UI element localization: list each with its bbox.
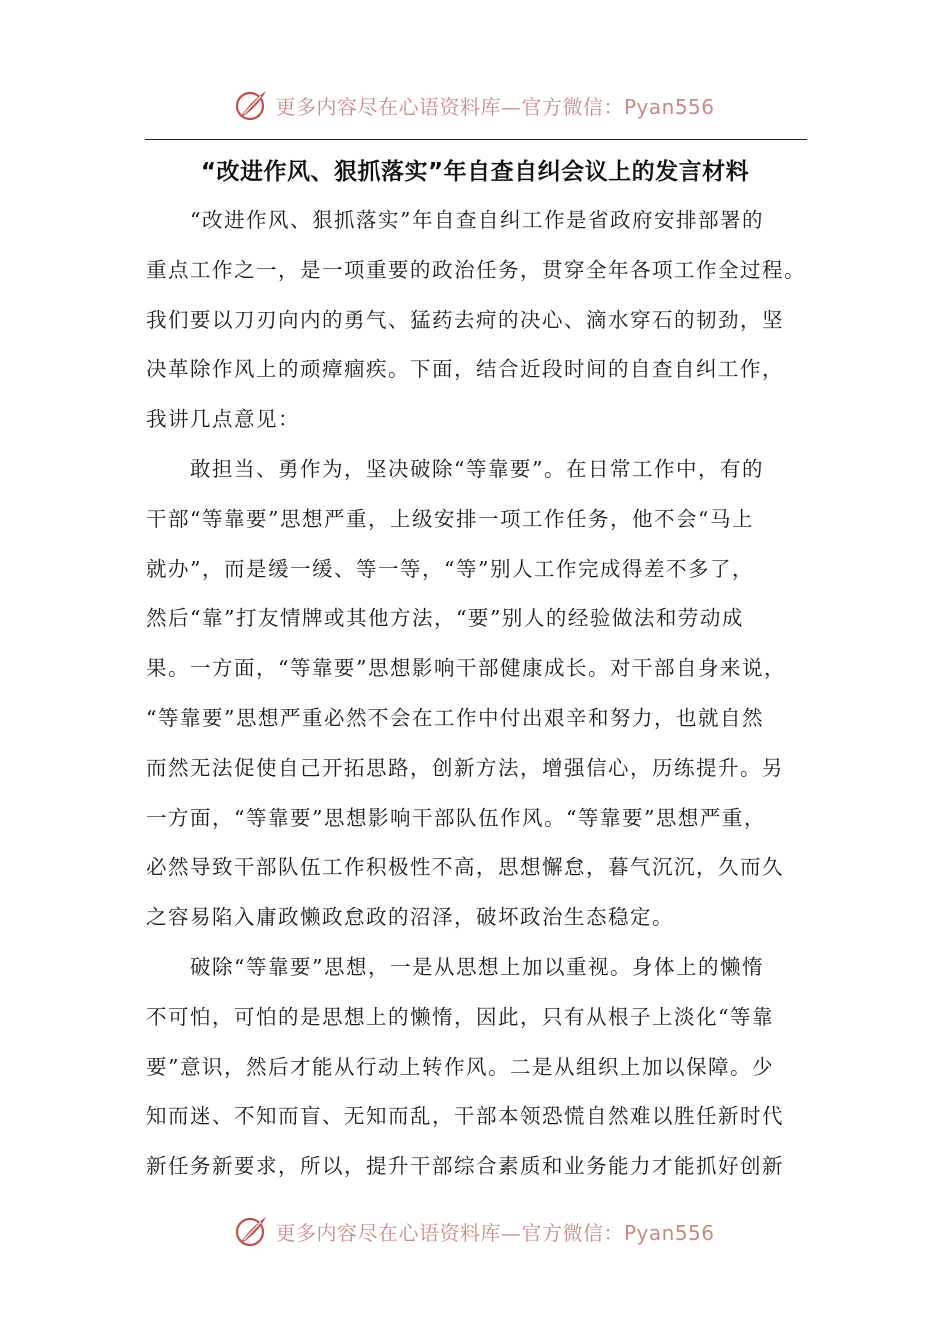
footer-banner	[0, 1206, 950, 1256]
banner-text	[275, 91, 714, 120]
banner-main-text: 更多内容尽在心语资料库	[275, 1220, 501, 1245]
paragraph-2-line-2: 干部“等靠要”思想严重，上级安排一项工作任务，他不会“马上	[146, 506, 754, 531]
paragraph-1-line-3: 我们要以刀刃向内的勇气、猛药去疴的决心、滴水穿石的韧劲，坚	[146, 307, 784, 332]
feather-pen-icon	[235, 1214, 269, 1248]
paragraph-2-line-9: 必然导致干部队伍工作积极性不高，思想懈怠，暮气沉沉，久而久	[146, 855, 784, 880]
banner-dash: —	[500, 1220, 522, 1245]
document-title: “改进作风、狠抓落实”年自查自纠会议上的发言材料	[200, 159, 750, 185]
banner-contact-id: Pyan556	[623, 1220, 715, 1245]
header-divider	[145, 139, 807, 140]
paragraph-3-line-5: 新任务新要求，所以，提升干部综合素质和业务能力才能抓好创新	[146, 1154, 784, 1179]
paragraph-3-line-3: 要”意识，然后才能从行动上转作风。二是从组织上加以保障。少	[146, 1054, 774, 1079]
banner-contact-id: Pyan556	[623, 94, 715, 119]
paragraph-2-line-5: 果。一方面，“等靠要”思想影响干部健康成长。对干部自身来说，	[146, 656, 786, 681]
paragraph-2-line-1: 敢担当、勇作为，坚决破除“等靠要”。在日常工作中，有的	[190, 456, 764, 481]
paragraph-3-line-1: 破除“等靠要”思想，一是从思想上加以重视。身体上的懒惰	[190, 954, 764, 979]
document-body	[146, 196, 806, 1192]
paragraph-2-line-4: 然后“靠”打友情牌或其他方法，“要”别人的经验做法和劳动成	[146, 606, 744, 631]
paragraph-1-line-5: 我讲几点意见：	[146, 407, 300, 432]
paragraph-1-line-2: 重点工作之一，是一项重要的政治任务，贯穿全年各项工作全过程。	[146, 257, 806, 282]
banner-text	[275, 1217, 714, 1246]
header-banner	[0, 80, 950, 130]
paragraph-2-line-10: 之容易陷入庸政懒政怠政的沼泽，破坏政治生态稳定。	[146, 905, 674, 930]
paragraph-3-line-2: 不可怕，可怕的是思想上的懒惰，因此，只有从根子上淡化“等靠	[146, 1004, 774, 1029]
banner-dash: —	[500, 94, 522, 119]
paragraph-3-line-4: 知而迷、不知而盲、无知而乱，干部本领恐慌自然难以胜任新时代	[146, 1104, 784, 1129]
feather-pen-icon	[235, 88, 269, 122]
banner-contact-label: 官方微信：	[521, 1220, 624, 1245]
paragraph-2-line-6: “等靠要”思想严重必然不会在工作中付出艰辛和努力，也就自然	[146, 705, 764, 730]
paragraph-2-line-7: 而然无法促使自己开拓思路，创新方法，增强信心，历练提升。另	[146, 755, 784, 780]
paragraph-2-line-3: 就办”，而是缓一缓、等一等，“等”别人工作完成得差不多了，	[146, 556, 754, 581]
paragraph-1-line-1: “改进作风、狠抓落实”年自查自纠工作是省政府安排部署的	[190, 208, 764, 232]
paragraph-1-line-4: 决革除作风上的顽瘴痼疾。下面，结合近段时间的自查自纠工作，	[146, 357, 784, 382]
banner-contact-label: 官方微信：	[521, 94, 624, 119]
banner-main-text: 更多内容尽在心语资料库	[275, 94, 501, 119]
paragraph-2-line-8: 一方面，“等靠要”思想影响干部队伍作风。“等靠要”思想严重，	[146, 805, 766, 830]
